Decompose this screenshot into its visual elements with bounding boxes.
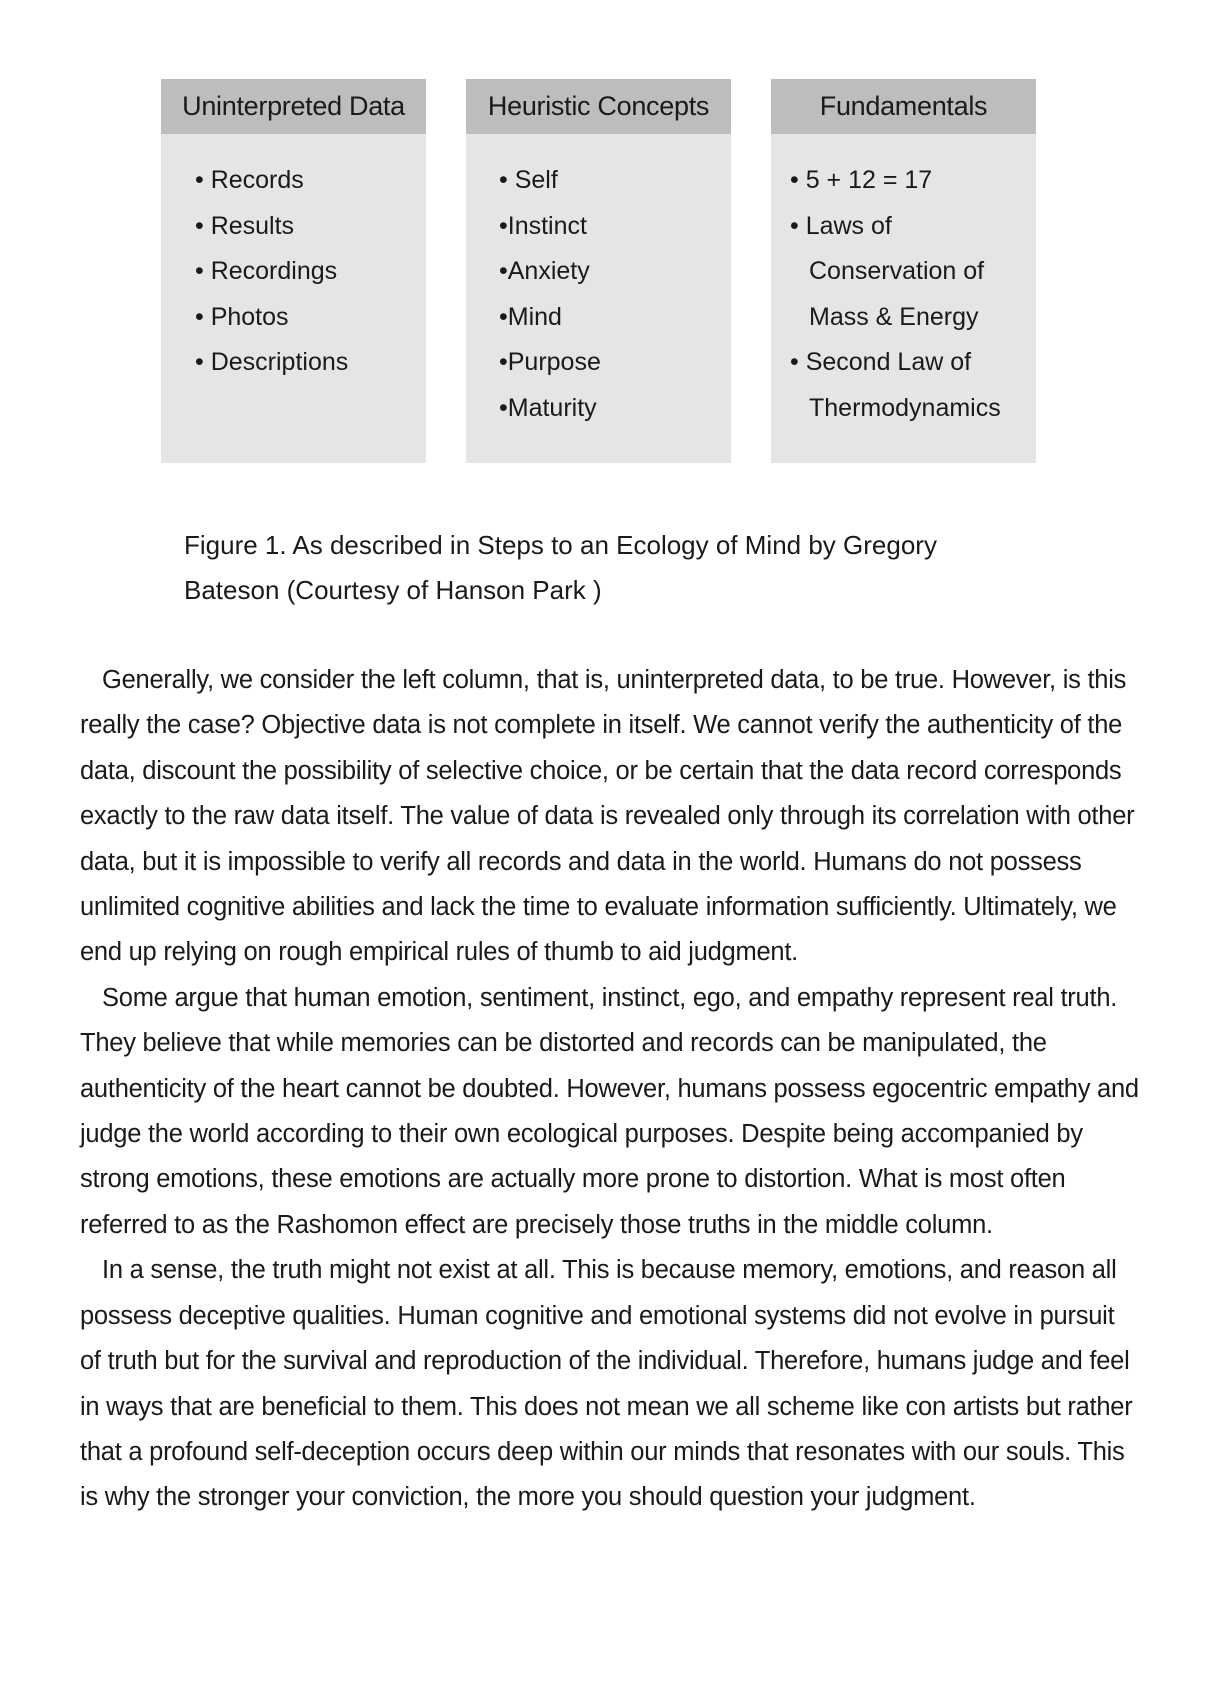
column-list xyxy=(790,158,1044,431)
column-list xyxy=(195,158,348,386)
list-item: • Self xyxy=(499,166,558,194)
column-heading: Uninterpreted Data xyxy=(161,79,426,134)
list-item: • Results xyxy=(195,211,295,240)
column-uninterpreted-data xyxy=(161,79,426,463)
column-list xyxy=(499,158,601,431)
list-item: • Photos xyxy=(195,302,289,331)
column-heading: Heuristic Concepts xyxy=(466,79,731,134)
figure-caption: Figure 1. As described in Steps to an Ecology of Mind by Gregory Bateson (Courtesy of Hanson Park ) xyxy=(184,530,937,605)
list-item: •Mind xyxy=(499,302,562,331)
list-item: • Descriptions xyxy=(195,348,349,376)
column-heading: Fundamentals xyxy=(771,79,1036,134)
column-fundamentals xyxy=(771,79,1036,463)
paragraph: In a sense, the truth might not exist at all. This is because memory, emotions, and reason all possess deceptive qualities. Human cognitive and emotional systems did not evolve in pursuit of truth but for the survival and reproduction of the individual. Therefore, humans judge and feel in ways that are beneficial to them. This does not mean we all scheme like con artists but rather that a profound self-deception occurs deep within our minds that resonates with our souls. This is why the stronger your conviction, the more you should question your judgment. xyxy=(80,1256,1133,1512)
list-item: • Second Law of Thermodynamics xyxy=(790,348,1001,422)
paragraph: Some argue that human emotion, sentiment, instinct, ego, and empathy represent real truth. They believe that while memories can be distorted and records can be manipulated, the authenticity of the heart cannot be doubted. However, humans possess egocentric empathy and judge the world according to their own ecological purposes. Despite being accompanied by strong emotions, these emotions are actually more prone to distortion. What is most often referred to as the Rashomon effect are precisely those truths in the middle column. xyxy=(80,983,1139,1239)
list-item: •Purpose xyxy=(499,348,601,376)
paragraph: Generally, we consider the left column, that is, uninterpreted data, to be true. However, is this really the case? Objective data is not complete in itself. We cannot verify the authenticity of the data, discount the possibility of selective choice, or be certain that the data record corresponds exactly to the raw data itself. The value of data is revealed only through its correlation with other data, but it is impossible to verify all records and data in the world. Humans do not possess unlimited cognitive abilities and lack the time to evaluate information sufficiently. Ultimately, we end up relying on rough empirical rules of thumb to aid judgment. xyxy=(80,666,1135,967)
list-item: •Maturity xyxy=(499,393,597,422)
body-text xyxy=(80,658,1140,1521)
list-item: • Laws of Conservation of Mass & Energy xyxy=(790,211,985,331)
list-item: • Recordings xyxy=(195,257,338,285)
list-item: • 5 + 12 = 17 xyxy=(790,166,933,194)
list-item: •Instinct xyxy=(499,211,587,240)
list-item: • Records xyxy=(195,166,304,194)
figure-table xyxy=(0,79,1213,463)
list-item: •Anxiety xyxy=(499,257,590,285)
column-heuristic-concepts xyxy=(466,79,731,463)
